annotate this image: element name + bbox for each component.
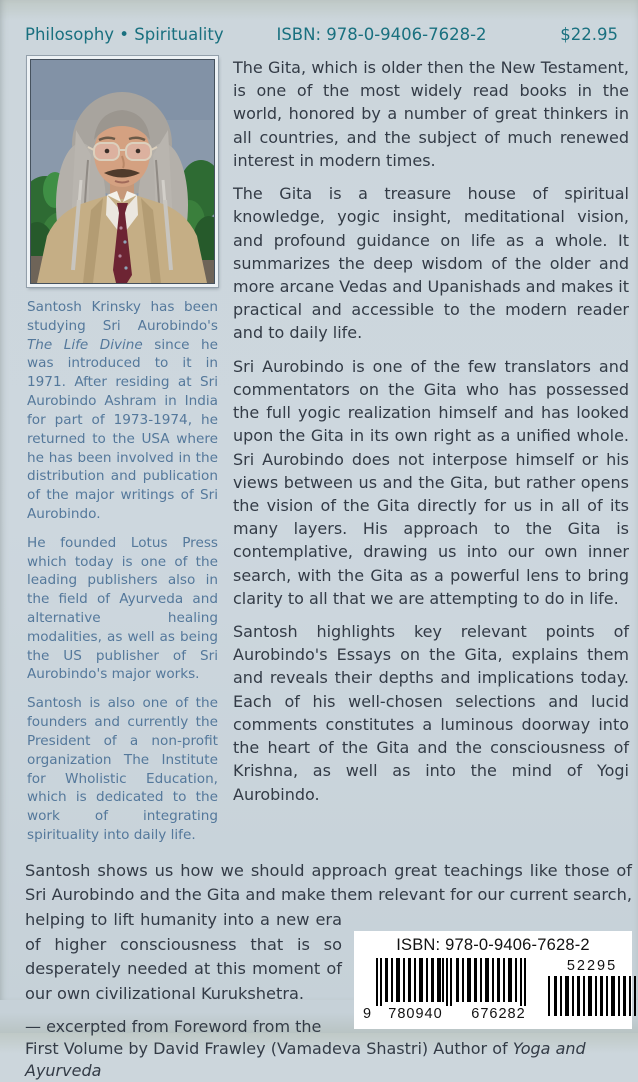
main-paragraph: Sri Aurobindo is one of the few translators and commentators on the Gita who has possessed the full yogic realization himself and has looked upon the Gita in its own right as a unified whole. Sri Aurobindo does not interpose himself or his views between us and the Gita, but rather opens the vision of the Gita directly for us in all of its many layers. His approach to the Gita is contemplative, drawing us into our own inner search, with the Gita as a powerful lens to bring clarity to all that we are attempting to do in life. [233, 356, 629, 608]
author-photo-illustration [31, 60, 214, 283]
bio-p1-post: since he was introduced to it in 1971. After residing at Sri Aurobindo Ashram in India for part of 1973-1974, he returned to the USA where he has been involved in the distribution and publication of the major writings of Sri Aurobindo. [27, 336, 218, 522]
barcode-box [354, 931, 632, 1029]
ean-barcode [363, 958, 536, 1022]
category-label: Philosophy • Spirituality [25, 25, 224, 44]
footer-section [0, 855, 638, 1082]
foreword-credit-book-title: Yoga and Ayurveda [25, 1038, 586, 1080]
barcode-digits [363, 1005, 536, 1022]
barcode-digits-group2: 676282 [471, 1005, 526, 1022]
author-photo-image [31, 60, 214, 283]
bio-p1-book-title: The Life Divine [27, 336, 143, 353]
main-description [233, 56, 629, 855]
barcode-digits-group1: 780940 [388, 1005, 443, 1022]
bio-paragraph: He founded Lotus Press which today is one of the leading publishers also in the field of Ayurveda and alternative healing modalities, as well as being the US publisher of Sri Aurobindo's major works. [27, 534, 218, 683]
main-paragraph: The Gita, which is older then the New Testament, is one of the most widely read books in the world, honored by a number of great thinkers in all countries, and the subject of much renewed interest in modern times. [233, 58, 629, 170]
main-paragraph: The Gita is a treasure house of spiritual knowledge, yogic insight, meditational vision, and profound guidance on life as a whole. It summarizes the deep wisdom of the older and more arcane Vedas and Upanishads and makes it practical and accessible to the modern reader and to daily life. [233, 184, 629, 343]
header-row [0, 0, 638, 50]
author-bio [27, 298, 218, 845]
price-label: $22.95 [560, 25, 618, 44]
barcode-supplement-number: 52295 [566, 957, 618, 974]
barcode-digit-left: 9 [363, 1005, 372, 1022]
bio-paragraph: Santosh is also one of the founders and currently the President of a non-profit organization The Institute for Wholistic Education, which is dedicated to the work of integrating spirituality into daily life. [27, 695, 218, 843]
author-photo [27, 56, 218, 287]
left-column [27, 56, 218, 855]
content-columns [0, 50, 638, 855]
main-paragraph: Santosh highlights key relevant points of Aurobindo's Essays on the Gita, explains them and reveals their depths and implications today. Each of his well-chosen selections and lucid comments constitutes a luminous doorway into the heart of the Gita and the consciousness of Krishna, as well as into the mind of Yogi Aurobindo. [233, 622, 629, 804]
barcode-isbn-label: ISBN: 978-0-9406-7628-2 [396, 935, 590, 954]
supplement-barcode [548, 958, 636, 1016]
bio-paragraph [27, 298, 218, 524]
header-isbn: ISBN: 978-0-9406-7628-2 [276, 25, 487, 44]
bio-p1-pre: Santosh Krinsky has been studying Sri Aurobindo's [27, 299, 218, 334]
footer-paragraph: Santosh shows us how we should approach great teachings like those of Sri Aurobindo and the Gita and make them relevant for our current search, helping to lift humanity into a new era of higher consciousness that is so desperately needed at this moment of our own civilizational Kurukshetra. [25, 860, 632, 1003]
foreword-credit-text: — excerpted from Foreword from the First Volume by David Frawley (Vamadeva Shastri) Author of [25, 1016, 513, 1058]
